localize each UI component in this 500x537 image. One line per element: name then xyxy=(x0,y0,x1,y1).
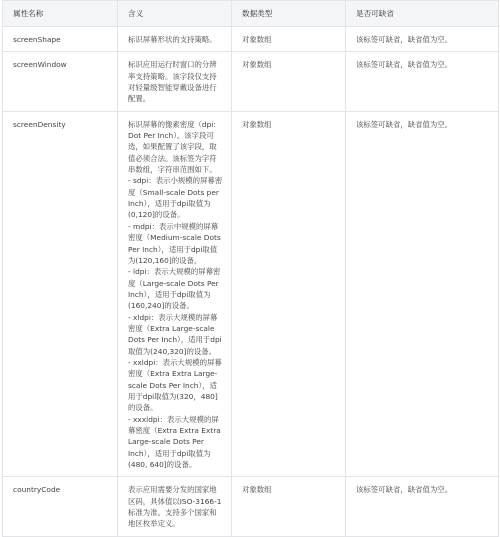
attribute-table xyxy=(2,0,499,537)
table-row xyxy=(3,111,499,477)
data-type-cell: 对象数组 xyxy=(232,477,346,536)
attribute-name-cell: screenWindow xyxy=(3,52,118,111)
attribute-name-cell: countryCode xyxy=(3,477,118,536)
table-header xyxy=(3,1,499,27)
header-data-type: 数据类型 xyxy=(232,1,346,27)
meaning-line: 标识应用运行时窗口的分辨率支持策略。该字段仅支持对轻量级智能穿戴设备进行配置。 xyxy=(128,60,217,104)
optional-cell: 该标签可缺省，缺省值为空。 xyxy=(346,52,499,111)
attribute-name-cell: screenShape xyxy=(3,27,118,52)
attribute-name-cell: screenDensity xyxy=(3,111,118,477)
meaning-line: - mdpi：表示中规模的屏幕密度（Medium-scale Dots Per Inch），适用于dpi取值为(120,160]的设备。 xyxy=(128,221,221,265)
meaning-line: 表示应用需要分发的国家地区码，具体值以ISO-3166-1标准为准。支持多个国家和地区枚举定义。 xyxy=(128,485,222,529)
table-row xyxy=(3,477,499,536)
meaning-line: 标识屏幕的像素密度（dpi: Dot Per Inch）。该字段可选，如果配置了该字段，取值必须合法。该标签为字符串数组，字符串范围如下。 xyxy=(128,119,217,175)
meaning-line: - ldpi：表示大规模的屏幕密度（Large-scale Dots Per Inch），适用于dpi取值为(160,240]的设备。 xyxy=(128,267,221,311)
meaning-line: - xldpi：表示大规模的屏幕密度（Extra Large-scale Dots Per Inch），适用于dpi取值为(240,320]的设备。 xyxy=(128,312,222,356)
optional-cell: 该标签可缺省，缺省值为空。 xyxy=(346,27,499,52)
meaning-line: 标识屏幕形状的支持策略。 xyxy=(128,35,217,44)
header-optional: 是否可缺省 xyxy=(346,1,499,27)
data-type-cell: 对象数组 xyxy=(232,111,346,477)
meaning-cell xyxy=(118,477,232,536)
table-row xyxy=(3,27,499,52)
data-type-cell: 对象数组 xyxy=(232,52,346,111)
table-row xyxy=(3,52,499,111)
meaning-cell xyxy=(118,52,232,111)
table-body xyxy=(3,27,499,537)
meaning-cell xyxy=(118,111,232,477)
meaning-line: - xxldpi：表示大规模的屏幕密度（Extra Extra Large-scale Dots Per Inch），适用于dpi取值为(320，480]的设备。 xyxy=(128,357,222,413)
meaning-line: - xxxldpi：表示大规模的屏幕密度（Extra Extra Extra Large-scale Dots Per Inch），适用于dpi取值为(480, 640]的设备。 xyxy=(128,414,221,470)
header-meaning: 含义 xyxy=(118,1,232,27)
optional-cell: 该标签可缺省，缺省值为空。 xyxy=(346,477,499,536)
meaning-cell xyxy=(118,27,232,52)
data-type-cell: 对象数组 xyxy=(232,27,346,52)
header-attribute-name: 属性名称 xyxy=(3,1,118,27)
optional-cell: 该标签可缺省，缺省值为空。 xyxy=(346,111,499,477)
meaning-line: - sdpi：表示小规模的屏幕密度（Small-scale Dots per Inch），适用于dpi取值为(0,120]的设备。 xyxy=(128,176,223,220)
header-row xyxy=(3,1,499,27)
